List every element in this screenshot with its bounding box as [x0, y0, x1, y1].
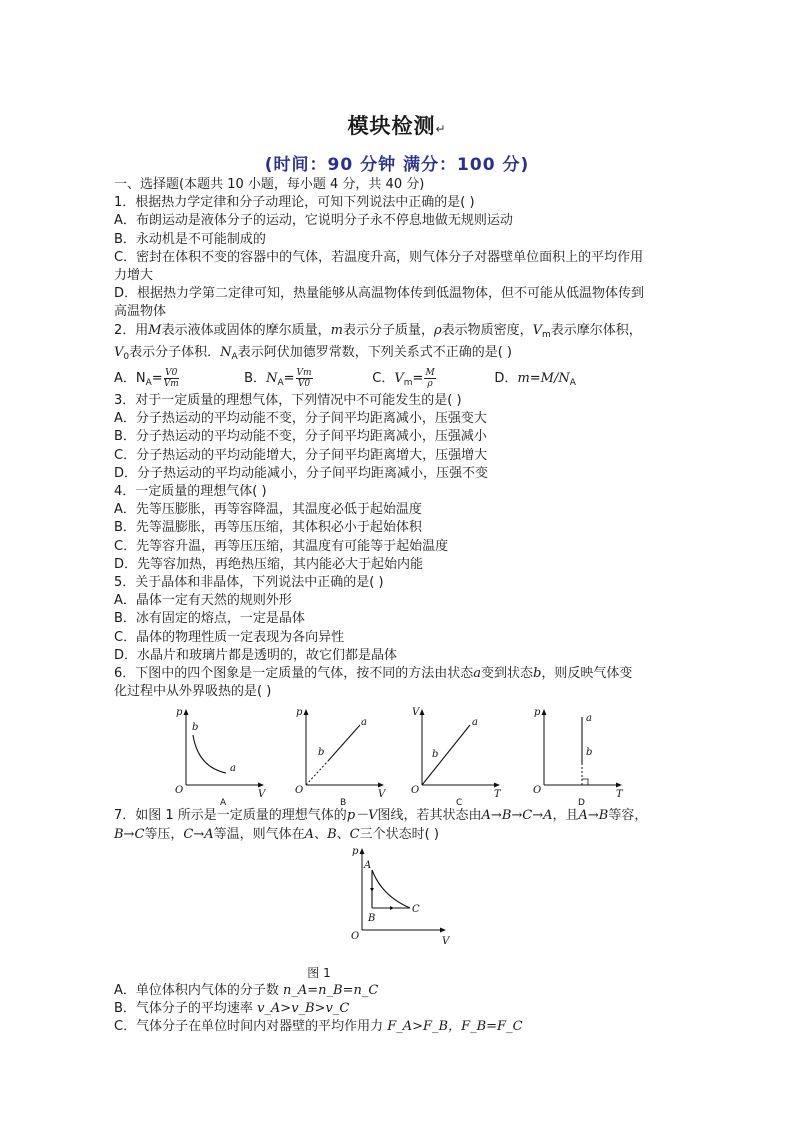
graph-b-label-a: a [361, 717, 367, 729]
graph-a-label-a: a [230, 763, 236, 775]
q2-option-c: C．$V_m=$ $\frac{M}{\rho}$ [372, 368, 435, 390]
graph-c-label-a: a [472, 717, 478, 729]
q5-option-a: A．晶体一定有天然的规则外形 [114, 593, 292, 609]
q1-option-b: B．永动机是不可能制成的 [114, 231, 266, 247]
graph-c-caption: C [456, 798, 463, 806]
figure-1-xlabel: V [442, 935, 450, 946]
q2-option-a: A．$N_A=$ $\frac{V0}{Vm}$ [114, 368, 179, 390]
q2-stem-line1: 2．用M表示液体或固体的摩尔质量，m表示分子质量，ρ表示物质密度，$V_m$表示摩尔体积， [114, 322, 642, 340]
graph-c-xlabel: T [494, 789, 501, 801]
q4-option-d: D．先等容加热，再绝热压缩，其内能必大于起始内能 [114, 556, 424, 572]
graph-a-ylabel: p [176, 707, 183, 719]
figure-1-label-c: C [412, 903, 420, 915]
graph-d [526, 705, 636, 805]
figure-1-label-a: A [364, 859, 372, 871]
q2-option-b: B．$N_A=$ $\frac{Vm}{V0}$ [244, 368, 312, 390]
q2-options [114, 366, 684, 392]
section-heading: 一、选择题(本题共 10 小题，每小题 4 分，共 40 分) [114, 177, 425, 192]
graph-a [168, 705, 278, 805]
figure-1-caption: 图 1 [307, 965, 331, 980]
q4-stem: 4．一定质量的理想气体( ) [114, 484, 267, 500]
q3-stem: 3．对于一定质量的理想气体，下列情况中不可能发生的是( ) [114, 393, 462, 409]
q2-stem-line2: $V_0$表示分子体积．$N_A$表示阿伏加德罗常数，下列关系式不正确的是( ) [114, 344, 512, 362]
figure-1-origin: O [351, 930, 360, 942]
q1-option-c-cont: 力增大 [114, 268, 154, 284]
graph-c-origin: O [411, 785, 420, 797]
q3-option-c: C．分子热运动的平均动能增大，分子间平均距离增大，压强增大 [114, 447, 488, 463]
graph-c-ylabel: V [412, 707, 420, 719]
q3-option-a: A．分子热运动的平均动能不变，分子间平均距离减小，压强变大 [114, 411, 487, 427]
q3-option-d: D．分子热运动的平均动能减小，分子间平均距离减小，压强不变 [114, 465, 489, 481]
graph-b-caption: B [340, 798, 347, 806]
q7-stem-line1: 7．如图 1 所示是一定质量的理想气体的p－V图线，若其状态由A→B→C→A，且A→B等容， [114, 808, 648, 824]
q2-option-d: D．$m=M/N_A$ [494, 371, 576, 389]
graph-d-caption: D [578, 798, 585, 806]
graph-c-label-b: b [432, 749, 439, 761]
graph-d-ylabel: p [534, 707, 541, 719]
page-title: 模块检测↵ [347, 114, 447, 138]
q5-option-b: B．冰有固定的熔点，一定是晶体 [114, 611, 305, 627]
graph-b-label-b: b [318, 747, 325, 759]
graph-b-ylabel: p [296, 707, 303, 719]
q1-stem: 1．根据热力学定律和分子动理论，可知下列说法中正确的是( ) [114, 195, 475, 211]
graph-b-xlabel: V [378, 789, 386, 801]
q1-option-a: A．布朗运动是液体分子的运动，它说明分子永不停息地做无规则运动 [114, 213, 513, 229]
q7-option-b: B．气体分子的平均速率 v_A>v_B>v_C [114, 1001, 350, 1017]
question-content [114, 176, 684, 1037]
q6-stem-line2: 化过程中从外界吸热的是( ) [114, 684, 272, 700]
q4-option-a: A．先等压膨胀，再等容降温，其温度必低于起始温度 [114, 502, 422, 518]
q1-option-d-cont: 高温物体 [114, 304, 167, 320]
graph-a-label-b: b [192, 722, 199, 734]
q6-graphs [114, 705, 684, 805]
graph-b [288, 705, 398, 805]
graph-d-origin: O [533, 785, 542, 797]
return-mark-icon: ↵ [435, 122, 447, 136]
graph-d-xlabel: T [616, 789, 623, 801]
page-subtitle: (时间：90 分钟 满分：100 分) [264, 155, 530, 175]
q1-option-c: C．密封在体积不变的容器中的气体，若温度升高，则气体分子对器壁单位面积上的平均作用 [114, 249, 644, 265]
q5-option-d: D．水晶片和玻璃片都是透明的，故它们都是晶体 [114, 647, 398, 663]
graph-a-xlabel: V [258, 789, 266, 801]
q4-option-c: C．先等容升温，再等压压缩，其温度有可能等于起始温度 [114, 538, 449, 554]
graph-b-origin: O [295, 785, 304, 797]
q4-option-b: B．先等温膨胀，再等压压缩，其体积必小于起始体积 [114, 520, 422, 536]
figure-1-ylabel: p [352, 845, 359, 857]
figure-1 [346, 846, 456, 946]
figure-1-label-b: B [368, 912, 376, 924]
graph-d-label-a: a [586, 713, 592, 725]
graph-a-caption: A [220, 798, 227, 806]
q7-option-a: A．单位体积内气体的分子数 n_A=n_B=n_C [114, 982, 379, 998]
q5-option-c: C．晶体的物理性质一定表现为各向异性 [114, 629, 345, 645]
q7-option-c: C．气体分子在单位时间内对器壁的平均作用力 F_A>F_B，F_B=F_C [114, 1019, 523, 1035]
q5-stem: 5．关于晶体和非晶体，下列说法中正确的是( ) [114, 575, 384, 591]
q6-stem-line1: 6．下图中的四个图象是一定质量的气体，按不同的方法由状态a变到状态b，则反映气体变 [114, 666, 633, 682]
graph-d-label-b: b [586, 747, 593, 759]
graph-a-origin: O [175, 785, 184, 797]
graph-c [404, 705, 514, 805]
q7-stem-line2: B→C等压，C→A等温，则气体在A、B、C三个状态时( ) [114, 826, 439, 842]
q7-figure [114, 846, 684, 964]
q3-option-b: B．分子热运动的平均动能不变，分子间平均距离减小，压强减小 [114, 429, 487, 445]
q1-option-d: D．根据热力学第二定律可知，热量能够从高温物体传到低温物体，但不可能从低温物体传到 [114, 286, 645, 302]
